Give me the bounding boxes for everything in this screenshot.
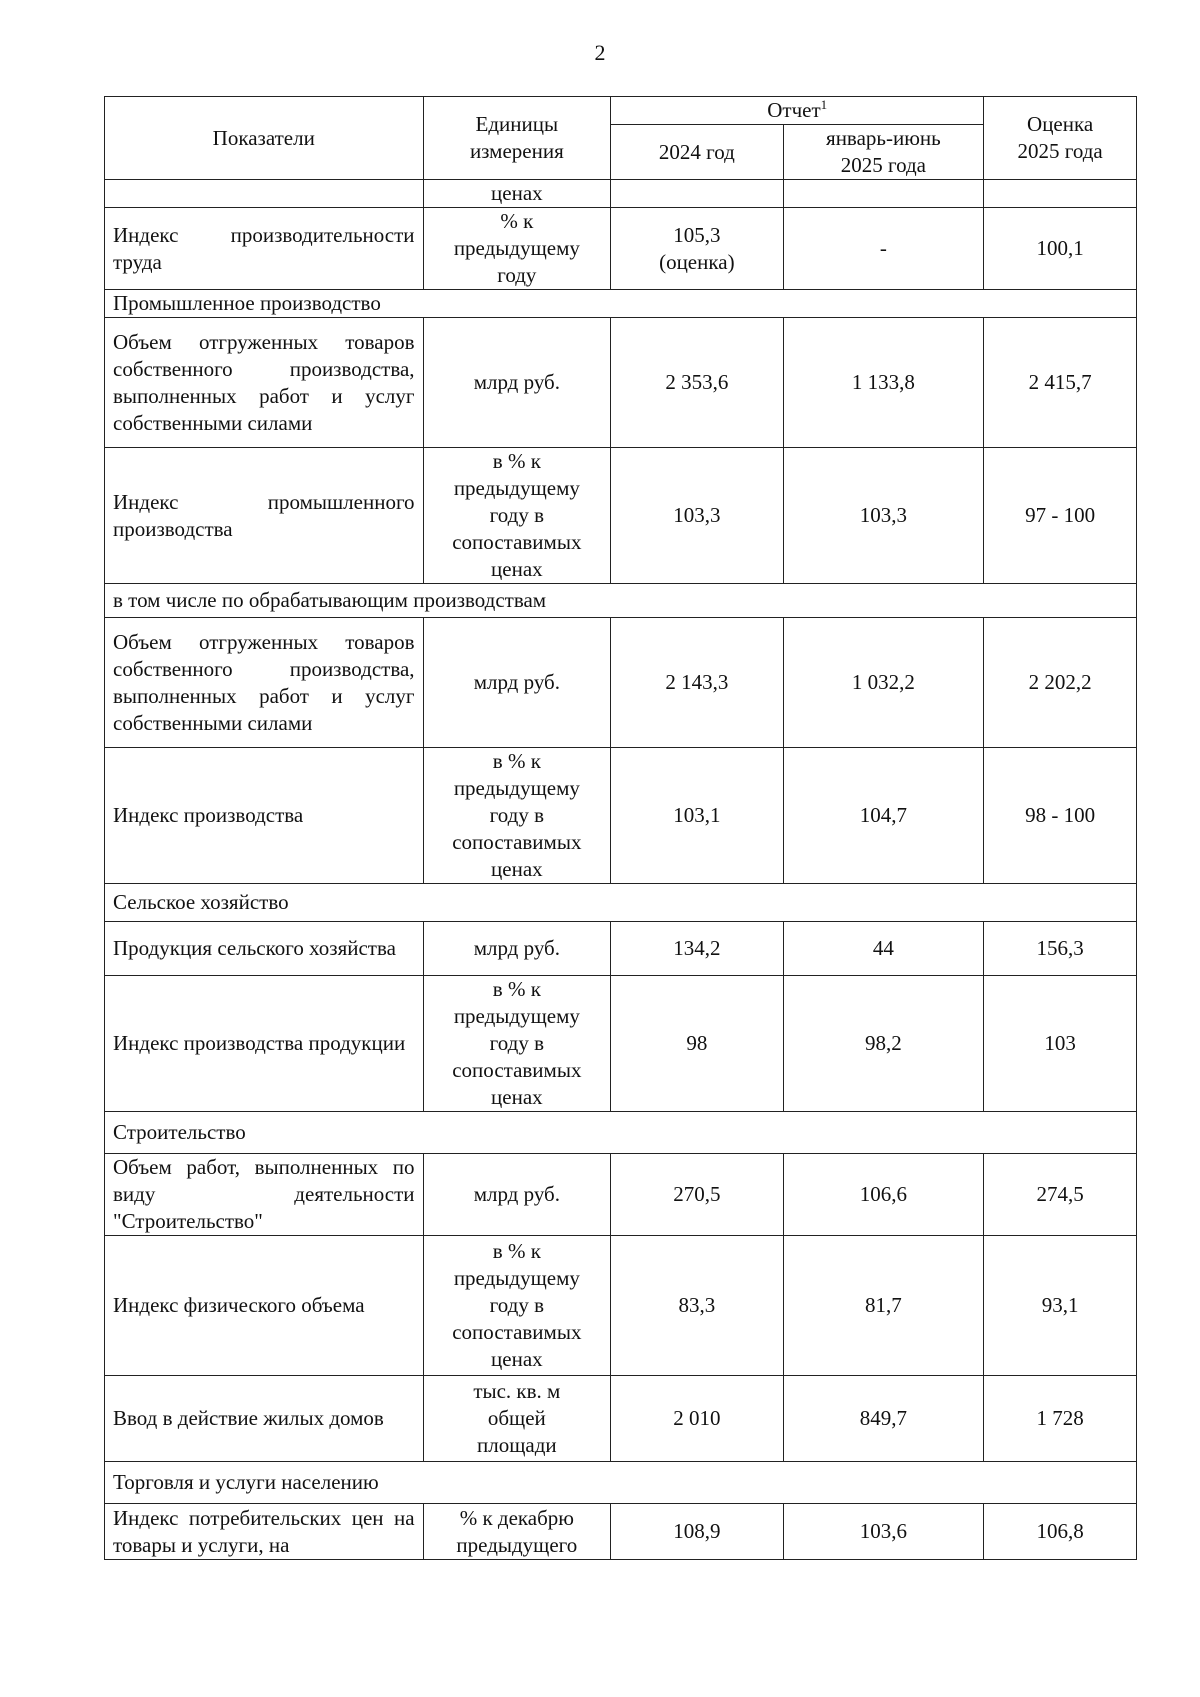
unit-cell: в % к предыдущему году в сопоставимых ценах <box>423 448 611 584</box>
indicator-name: Индекс производства продукции <box>105 976 424 1112</box>
table-row <box>105 1154 1137 1236</box>
header-estimate-2025: Оценка 2025 года <box>984 97 1137 180</box>
indicators-table <box>104 96 1137 1560</box>
section-title: Строительство <box>105 1112 1137 1154</box>
section-row <box>105 290 1137 318</box>
value-estimate-2025: 156,3 <box>984 922 1137 976</box>
value-2024: 2 353,6 <box>611 318 783 448</box>
value-2024: 108,9 <box>611 1504 783 1560</box>
value-2024: 103,3 <box>611 448 783 584</box>
value-jan-jun-2025: 1 032,2 <box>783 618 984 748</box>
value-estimate-2025: 103 <box>984 976 1137 1112</box>
value-jan-jun-2025: 104,7 <box>783 748 984 884</box>
value-jan-jun-2025: 103,6 <box>783 1504 984 1560</box>
section-title: Торговля и услуги населению <box>105 1462 1137 1504</box>
table-row <box>105 208 1137 290</box>
value-jan-jun-2025: 106,6 <box>783 1154 984 1236</box>
section-row <box>105 584 1137 618</box>
value-jan-jun-2025: 98,2 <box>783 976 984 1112</box>
indicator-name: Продукция сельского хозяйства <box>105 922 424 976</box>
value-2024: 134,2 <box>611 922 783 976</box>
header-report: Отчет$^1$ <box>611 97 984 125</box>
unit-cell: млрд руб. <box>423 318 611 448</box>
section-title: Промышленное производство <box>105 290 1137 318</box>
indicator-name: Индекс потребительских цен на товары и услуги, на <box>105 1504 424 1560</box>
unit-cell: млрд руб. <box>423 618 611 748</box>
value-estimate-2025: 1 728 <box>984 1376 1137 1462</box>
header-year-2024: 2024 год <box>611 125 783 180</box>
section-row <box>105 1112 1137 1154</box>
footnote-mark: 1 <box>820 97 828 112</box>
value-estimate-2025: 2 415,7 <box>984 318 1137 448</box>
section-row <box>105 884 1137 922</box>
value-estimate-2025: 100,1 <box>984 208 1137 290</box>
table-row <box>105 318 1137 448</box>
value-2024: 105,3 (оценка) <box>611 208 783 290</box>
value-jan-jun-2025: 81,7 <box>783 1236 984 1376</box>
table-row <box>105 1504 1137 1560</box>
value-estimate-2025: 106,8 <box>984 1504 1137 1560</box>
section-title: Сельское хозяйство <box>105 884 1137 922</box>
unit-cell: в % к предыдущему году в сопоставимых ценах <box>423 1236 611 1376</box>
value-jan-jun-2025: 103,3 <box>783 448 984 584</box>
value-estimate-2025 <box>984 180 1137 208</box>
value-estimate-2025: 2 202,2 <box>984 618 1137 748</box>
value-2024: 2 143,3 <box>611 618 783 748</box>
unit-cell: млрд руб. <box>423 1154 611 1236</box>
value-2024: 2 010 <box>611 1376 783 1462</box>
value-estimate-2025: 93,1 <box>984 1236 1137 1376</box>
value-jan-jun-2025 <box>783 180 984 208</box>
table-row <box>105 1236 1137 1376</box>
indicator-name <box>105 180 424 208</box>
unit-cell: ценах <box>423 180 611 208</box>
value-jan-jun-2025: 1 133,8 <box>783 318 984 448</box>
indicator-name: Объем работ, выполненных по виду деятельности "Строительство" <box>105 1154 424 1236</box>
unit-cell: млрд руб. <box>423 922 611 976</box>
indicator-name: Индекс производительности труда <box>105 208 424 290</box>
header-jan-jun-2025: январь-июнь 2025 года <box>783 125 984 180</box>
header-units: Единицы измерения <box>423 97 611 180</box>
indicator-name: Объем отгруженных товаров собственного производства, выполненных работ и услуг собственными силами <box>105 318 424 448</box>
value-estimate-2025: 97 - 100 <box>984 448 1137 584</box>
value-estimate-2025: 98 - 100 <box>984 748 1137 884</box>
table-row <box>105 618 1137 748</box>
indicator-name: Индекс производства <box>105 748 424 884</box>
value-jan-jun-2025: - <box>783 208 984 290</box>
value-2024: 83,3 <box>611 1236 783 1376</box>
indicator-name: Ввод в действие жилых домов <box>105 1376 424 1462</box>
unit-cell: в % к предыдущему году в сопоставимых ценах <box>423 976 611 1112</box>
table-row <box>105 748 1137 884</box>
unit-cell: % к декабрю предыдущего <box>423 1504 611 1560</box>
page-number: 2 <box>594 40 606 65</box>
unit-cell: тыс. кв. м общей площади <box>423 1376 611 1462</box>
value-2024: 103,1 <box>611 748 783 884</box>
indicator-name: Объем отгруженных товаров собственного производства, выполненных работ и услуг собственными силами <box>105 618 424 748</box>
section-row <box>105 1462 1137 1504</box>
value-estimate-2025: 274,5 <box>984 1154 1137 1236</box>
table-row <box>105 448 1137 584</box>
table-row <box>105 1376 1137 1462</box>
value-jan-jun-2025: 849,7 <box>783 1376 984 1462</box>
table-row <box>105 976 1137 1112</box>
value-2024 <box>611 180 783 208</box>
unit-cell: % к предыдущему году <box>423 208 611 290</box>
header-indicators: Показатели <box>105 97 424 180</box>
table-row <box>105 180 1137 208</box>
section-title: в том числе по обрабатывающим производствам <box>105 584 1137 618</box>
value-2024: 98 <box>611 976 783 1112</box>
table-row <box>105 922 1137 976</box>
indicator-name: Индекс промышленного производства <box>105 448 424 584</box>
indicator-name: Индекс физического объема <box>105 1236 424 1376</box>
unit-cell: в % к предыдущему году в сопоставимых ценах <box>423 748 611 884</box>
value-jan-jun-2025: 44 <box>783 922 984 976</box>
value-2024: 270,5 <box>611 1154 783 1236</box>
